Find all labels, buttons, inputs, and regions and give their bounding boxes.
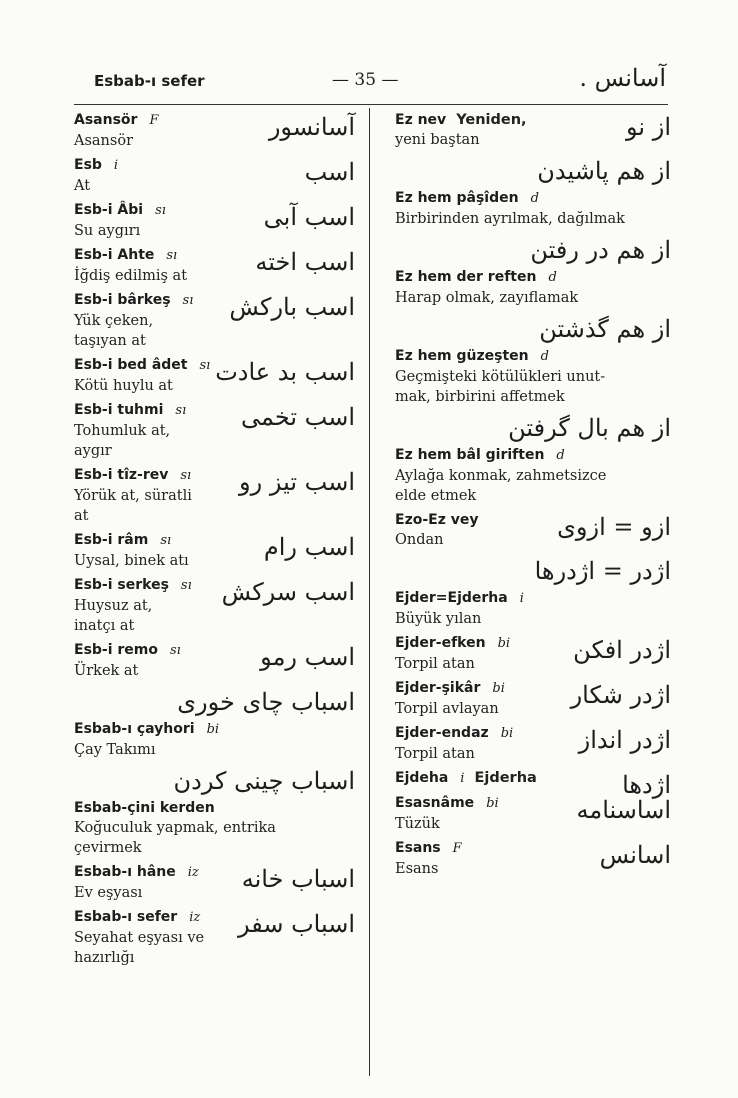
arabic-script: اسانس: [599, 841, 671, 869]
entry-headword: [395, 346, 675, 367]
dictionary-entry: [74, 685, 359, 760]
dictionary-entry: [74, 400, 359, 461]
definition-line: Seyahat eşyası ve: [74, 930, 205, 946]
part-of-speech-abbr: sı: [180, 578, 192, 593]
arabic-script: ازو = ازوی: [557, 513, 671, 541]
arabic-script-line: از هم گذشتن: [539, 315, 671, 343]
definition-line: Tüzük: [395, 816, 440, 832]
definition-line: Koğuculuk yapmak, entrika: [74, 820, 276, 836]
definition-line: Esans: [395, 861, 439, 877]
arabic-script-line: اسباب چینی کردن: [173, 767, 355, 795]
headword-text: Esans: [395, 840, 441, 856]
headword-text: Esb-i remo: [74, 642, 159, 658]
dictionary-entry: [395, 554, 675, 629]
part-of-speech-abbr: i: [113, 158, 119, 173]
dictionary-entry: [395, 411, 675, 506]
definition-line: Aylağa konmak, zahmetsizce: [395, 468, 607, 484]
entry-headword: [395, 445, 675, 466]
definition-line: Büyük yılan: [395, 611, 482, 627]
arabic-script: آسانسور: [268, 113, 355, 141]
headword-text: Esbab-ı hâne: [74, 864, 176, 880]
dictionary-entry: [395, 793, 675, 834]
part-of-speech-abbr: d: [530, 191, 539, 206]
part-of-speech-abbr: d: [548, 270, 557, 285]
headword-text: Esbab-ı sefer: [74, 909, 178, 925]
definition-line: Uysal, binek atı: [74, 553, 189, 569]
headword-text: Ejder-endaz: [395, 725, 489, 741]
entry-headword: [74, 719, 359, 740]
definition-line: Birbirinden ayrılmak, dağılmak: [395, 211, 625, 227]
definition-line: elde etmek: [395, 488, 477, 504]
part-of-speech-abbr: i: [519, 591, 524, 606]
headword-text: Ejder=Ejderha: [395, 590, 508, 606]
dictionary-entry: [74, 907, 359, 968]
dictionary-entry: [395, 312, 675, 407]
definition-line: Asansör: [74, 133, 133, 149]
headword-text: Esb-i bârkeş: [74, 292, 171, 308]
part-of-speech-abbr: sı: [160, 533, 172, 548]
headword-text: Ezo-Ez vey: [395, 512, 479, 528]
dictionary-entry: [395, 110, 675, 150]
part-of-speech-abbr: iz: [187, 865, 199, 880]
arabic-script: اسب رمو: [260, 643, 355, 671]
definition-line: İğdiş edilmiş at: [74, 268, 188, 284]
dictionary-entry: [395, 633, 675, 674]
part-of-speech-abbr: sı: [175, 403, 187, 418]
headword-text: Ejder-şikâr: [395, 680, 481, 696]
entry-headword: [74, 798, 359, 818]
part-of-speech-abbr: sı: [155, 203, 166, 218]
headword-text: Esb-i Ahte: [74, 247, 155, 263]
dictionary-entry: [74, 862, 359, 903]
headword-text: Esb-i râm: [74, 532, 149, 548]
part-of-speech-abbr: bi: [500, 726, 514, 741]
right-column: [395, 110, 675, 883]
arabic-script: اژدر شکار: [570, 681, 671, 709]
part-of-speech-abbr: sı: [180, 468, 192, 483]
dictionary-entry: [74, 465, 359, 526]
arabic-script-line: از هم در رفتن: [530, 236, 671, 264]
dictionary-entry: [74, 290, 359, 351]
headword-text: Ez hem güzeşten: [395, 348, 529, 364]
arabic-script: اسب: [304, 158, 355, 186]
page-header: [74, 64, 674, 98]
definition-line: Torpil atan: [395, 656, 475, 672]
definition-line: taşıyan at: [74, 333, 146, 349]
arabic-script: اسب بارکش: [229, 293, 355, 321]
page-number: — 35 —: [332, 70, 399, 90]
part-of-speech-abbr: bi: [206, 722, 220, 737]
dictionary-entry: [74, 110, 359, 151]
definition-line: çevirmek: [74, 840, 142, 856]
arabic-script: اسباب سفر: [237, 910, 355, 938]
definition-line: Tohumluk at,: [74, 423, 171, 439]
header-rule: [74, 104, 668, 105]
entry-headword: [395, 267, 675, 288]
headword-text: Ejdeha: [395, 770, 449, 786]
headword-text: Ez hem bâl giriften: [395, 447, 545, 463]
definition-line: Ondan: [395, 532, 444, 548]
headword-text: Ez hem der reften: [395, 269, 537, 285]
part-of-speech-abbr: bi: [492, 681, 505, 696]
part-of-speech-abbr: sı: [199, 358, 211, 373]
dictionary-entry: [74, 764, 359, 858]
headword-text: Esbab-ı çayhori: [74, 721, 195, 737]
definition-line: Ürkek at: [74, 663, 139, 679]
arabic-script-line: از هم بال گرفتن: [508, 414, 671, 442]
definition-line: at: [74, 508, 89, 524]
arabic-script: اسب تخمی: [240, 403, 355, 431]
dictionary-entry: [395, 678, 675, 719]
definition-line: Yörük at, süratli: [74, 488, 192, 504]
definition-line: hazırlığı: [74, 950, 135, 966]
headword-text: Ez nev: [395, 112, 447, 128]
part-of-speech-abbr: bi: [486, 796, 499, 811]
headword-text: Ejder-efken: [395, 635, 486, 651]
headword-text: Esb-i Âbi: [74, 202, 144, 218]
definition-line: Huysuz at,: [74, 598, 153, 614]
dictionary-entry: [395, 233, 675, 308]
inline-definition: Yeniden,: [456, 112, 527, 128]
dictionary-entry: [74, 640, 359, 681]
arabic-script: اساسنامه: [576, 796, 671, 824]
dictionary-entry: [395, 154, 675, 229]
dictionary-entry: [395, 723, 675, 764]
dictionary-entry: [74, 155, 359, 196]
dictionary-entry: [74, 245, 359, 286]
dictionary-entry: [74, 575, 359, 636]
part-of-speech-abbr: bi: [497, 636, 511, 651]
inline-definition: Ejderha: [474, 770, 537, 786]
headword-text: Esasnâme: [395, 795, 475, 811]
part-of-speech-abbr: d: [540, 349, 549, 364]
entry-headword: [395, 588, 675, 609]
headword-text: Asansör: [74, 112, 138, 128]
part-of-speech-abbr: F: [452, 841, 462, 856]
arabic-script: اسب رام: [263, 533, 355, 561]
definition-line: At: [74, 178, 91, 194]
headword-text: Esb-i serkeş: [74, 577, 169, 593]
running-head-left: Esbab-ı sefer: [94, 72, 205, 90]
arabic-script-line: اسباب چای خوری: [177, 688, 355, 716]
dictionary-entry: [395, 838, 675, 879]
definition-line: Harap olmak, zayıflamak: [395, 290, 579, 306]
headword-text: Esb: [74, 157, 102, 173]
definition-line: Torpil atan: [395, 746, 475, 762]
definition-line: mak, birbirini affetmek: [395, 389, 565, 405]
headword-text: Esb-i tuhmi: [74, 402, 164, 418]
part-of-speech-abbr: F: [149, 113, 159, 128]
definition-line: inatçı at: [74, 618, 135, 634]
definition-line: Yük çeken,: [74, 313, 154, 329]
arabic-script-line: از هم پاشیدن: [537, 157, 671, 185]
running-head-right: آسانس .: [579, 64, 666, 92]
definition-line: Torpil avlayan: [395, 701, 499, 717]
part-of-speech-abbr: sı: [170, 643, 181, 658]
left-column: [74, 110, 359, 972]
definition-line: Çay Takımı: [74, 742, 156, 758]
headword-text: Esb-i tîz-rev: [74, 467, 169, 483]
arabic-script: اژدها: [622, 771, 671, 799]
arabic-script: اسب آبی: [263, 203, 355, 231]
arabic-script: اسباب خانه: [241, 865, 355, 893]
arabic-script: اسب سرکش: [221, 578, 355, 606]
headword-text: Esbab-çini kerden: [74, 800, 215, 816]
definition-line: aygır: [74, 443, 112, 459]
part-of-speech-abbr: sı: [166, 248, 178, 263]
entry-headword: [395, 188, 675, 209]
arabic-script: اژدر افکن: [573, 636, 671, 664]
arabic-script: اسب تیز رو: [239, 468, 355, 496]
dictionary-entry: [74, 530, 359, 571]
definition-line: yeni baştan: [395, 132, 480, 148]
column-divider: [369, 108, 370, 1076]
part-of-speech-abbr: sı: [182, 293, 194, 308]
definition-line: Su aygırı: [74, 223, 141, 239]
arabic-script: اژدر انداز: [578, 726, 671, 754]
arabic-script: از نو: [626, 113, 671, 141]
part-of-speech-abbr: d: [556, 448, 565, 463]
definition-line: Ev eşyası: [74, 885, 143, 901]
definition-line: Geçmişteki kötülükleri unut-: [395, 369, 606, 385]
arabic-script: اسب اخته: [255, 248, 355, 276]
dictionary-entry: [74, 200, 359, 241]
arabic-script: اسب بد عادت: [215, 358, 355, 386]
arabic-script-line: اژدر = اژدرها: [534, 557, 671, 585]
headword-text: Esb-i bed âdet: [74, 357, 188, 373]
definition-line: Kötü huylu at: [74, 378, 173, 394]
dictionary-entry: [74, 355, 359, 396]
dictionary-entry: [395, 768, 675, 799]
part-of-speech-abbr: iz: [189, 910, 201, 925]
headword-text: Ez hem pâşîden: [395, 190, 519, 206]
dictionary-entry: [395, 510, 675, 550]
part-of-speech-abbr: i: [460, 771, 465, 786]
